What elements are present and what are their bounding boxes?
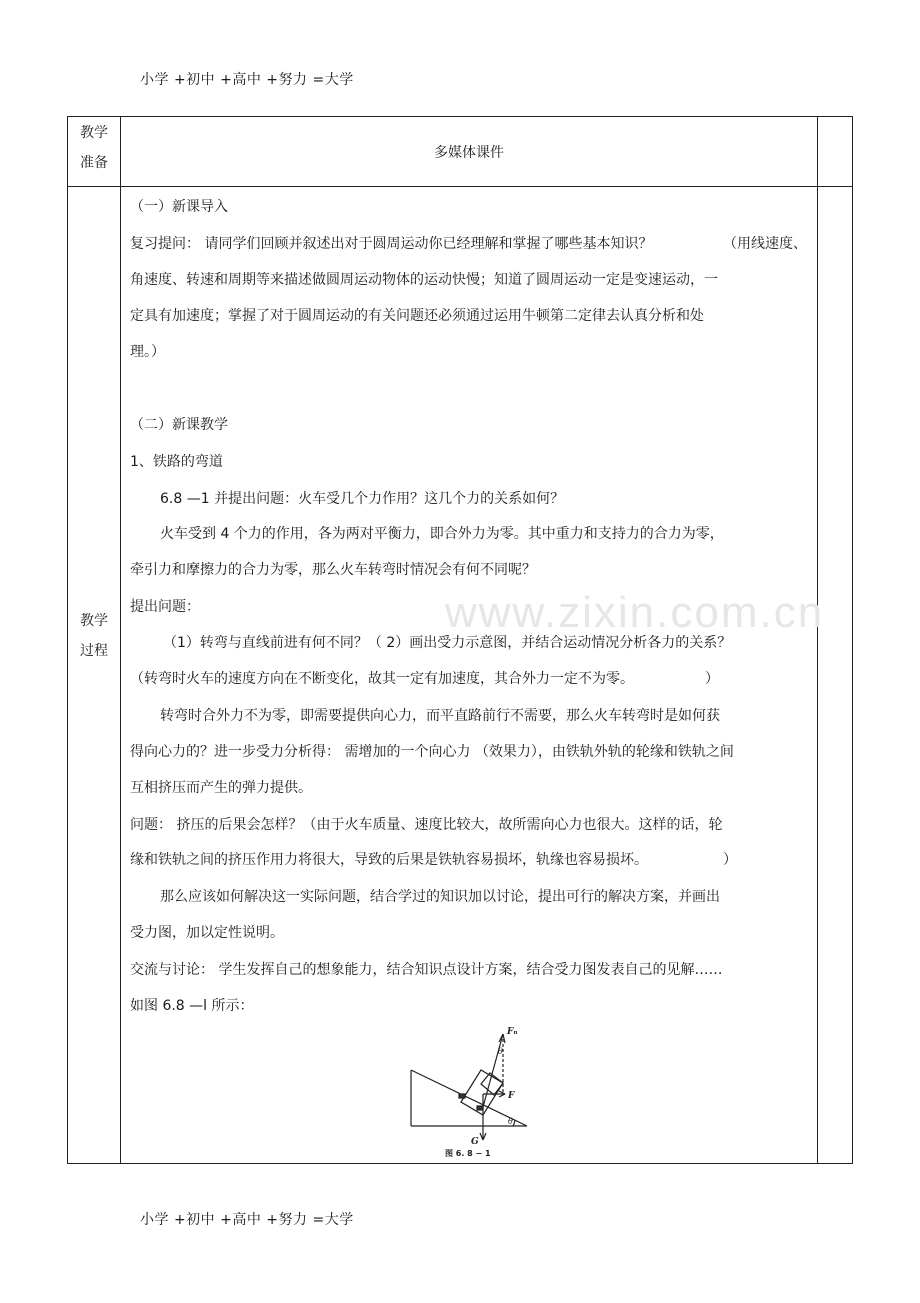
- paragraph-line: ）: [705, 671, 719, 687]
- paragraph-line: 复习提问： 请同学们回顾并叙述出对于圆周运动你已经理解和掌握了哪些基本知识？: [130, 236, 653, 252]
- section-heading-intro: （一）新课导入: [130, 199, 228, 215]
- table-col-divider-2: [817, 116, 818, 1164]
- table-border-top: [67, 116, 853, 117]
- footer-slogan: 小学 +初中 +高中 +努力 =大学: [140, 1212, 354, 1228]
- paragraph-line: 理。）: [130, 344, 165, 360]
- process-label-line1: 教学: [80, 613, 108, 629]
- subsection-heading: 1、铁路的弯道: [130, 454, 223, 470]
- process-label-line2: 过程: [80, 643, 108, 659]
- label-theta-top: θ: [498, 1047, 503, 1056]
- prep-label-line2: 准备: [80, 155, 108, 171]
- table-row-divider: [67, 186, 853, 187]
- table-border-bottom: [67, 1163, 853, 1164]
- paragraph-line: 缘和铁轨之间的挤压作用力将很大，导致的后果是铁轨容易损坏，轨缘也容易损坏。: [130, 852, 648, 868]
- paragraph-line: 牵引力和摩擦力的合力为零，那么火车转弯时情况会有何不同呢？: [130, 562, 536, 578]
- prep-label-line1: 教学: [80, 125, 108, 141]
- paragraph-line: 那么应该如何解决这一实际问题，结合学过的知识加以讨论，提出可行的解决方案，并画出: [160, 889, 720, 905]
- force-diagram: [405, 1022, 535, 1162]
- label-theta-base: θ: [508, 1117, 513, 1126]
- paragraph-line: 交流与讨论： 学生发挥自己的想象能力，结合知识点设计方案，结合受力图发表自己的见解……: [130, 962, 723, 978]
- paragraph-line: 问题： 挤压的后果会怎样？（由于火车质量、速度比较大，故所需向心力也很大。这样的话，轮: [130, 817, 723, 833]
- prep-value: 多媒体课件: [434, 145, 504, 161]
- paragraph-line: 提出问题：: [130, 599, 200, 615]
- paragraph-line: （用线速度、: [723, 236, 807, 252]
- paragraph-line: 定具有加速度；掌握了对于圆周运动的有关问题还必须通过运用牛顿第二定律去认真分析和处: [130, 308, 704, 324]
- angle-arc-base: [513, 1120, 515, 1126]
- watermark: www.zixin.com.cn: [445, 588, 825, 637]
- process-label: [68, 606, 120, 666]
- paragraph-line: 得向心力的？进一步受力分析得： 需增加的一个向心力 （效果力），由铁轨外轨的轮缘和铁轨之间: [130, 744, 734, 760]
- paragraph-line: 互相挤压而产生的弹力提供。: [130, 780, 312, 796]
- rail-marker-outer: [459, 1094, 465, 1098]
- paragraph-line: 转弯时合外力不为零，即需要提供向心力，而平直路前行不需要，那么火车转弯时是如何获: [160, 708, 720, 724]
- paragraph-line: ）: [723, 852, 737, 868]
- section-heading-new: （二）新课教学: [130, 417, 228, 433]
- label-resultant-force: F: [508, 1091, 515, 1101]
- header-slogan: 小学 +初中 +高中 +努力 =大学: [140, 72, 354, 88]
- paragraph-line: 角速度、转速和周期等来描述做圆周运动物体的运动快慢；知道了圆周运动一定是变速运动，一: [130, 272, 718, 288]
- label-normal-force: Fₙ: [507, 1027, 518, 1037]
- table-col-divider-1: [120, 116, 121, 1164]
- paragraph-line: 火车受到 4 个力的作用，各为两对平衡力，即合外力为零。其中重力和支持力的合力为零，: [160, 526, 724, 542]
- figure-caption: 图 6. 8 − 1: [445, 1149, 491, 1158]
- paragraph-line: （转弯时火车的速度方向在不断变化，故其一定有加速度，其合外力一定不为零。: [130, 671, 634, 687]
- paragraph-line: 受力图，加以定性说明。: [130, 925, 284, 941]
- table-border-right: [852, 116, 853, 1164]
- paragraph-line: 如图 6.8 —l 所示：: [130, 998, 254, 1014]
- paragraph-line: 6.8 —1 并提出问题：火车受几个力作用？这几个力的关系如何？: [160, 491, 565, 507]
- label-gravity: G: [471, 1137, 479, 1147]
- rail-marker-inner: [477, 1106, 483, 1110]
- prep-label: [68, 118, 120, 178]
- paragraph-line: （1）转弯与直线前进有何不同？（ 2）画出受力示意图，并结合运动情况分析各力的关系？: [163, 635, 732, 651]
